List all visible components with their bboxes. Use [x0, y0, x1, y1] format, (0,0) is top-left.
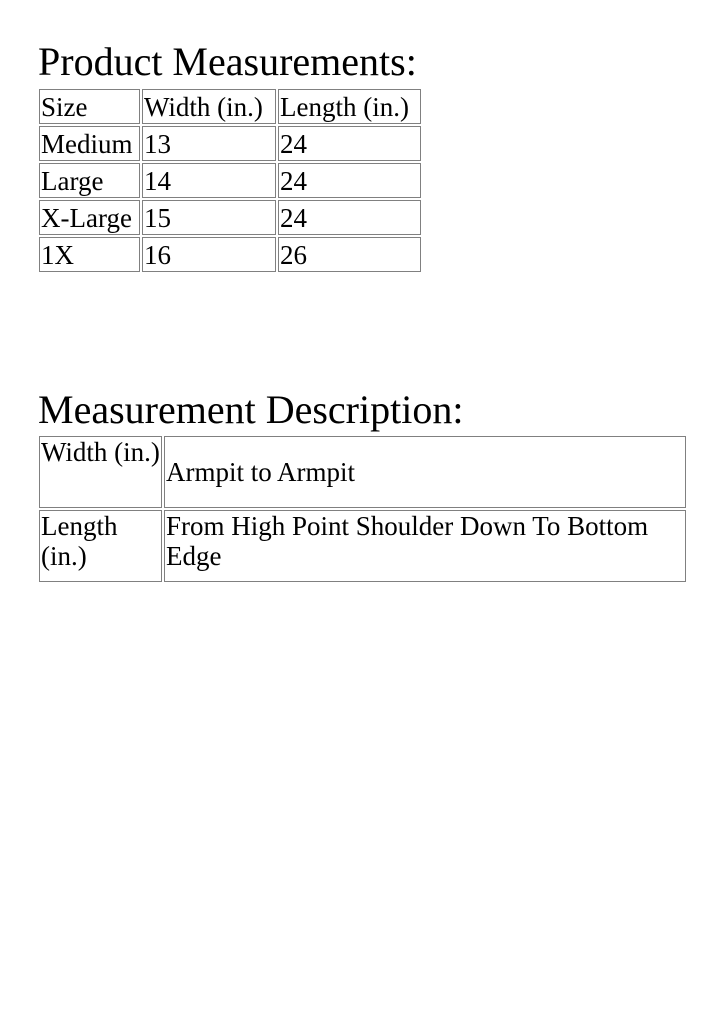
width-cell: 15: [142, 200, 276, 235]
length-cell: 24: [278, 200, 421, 235]
measurement-name-cell: Width (in.): [39, 436, 162, 508]
measurement-description-cell: From High Point Shoulder Down To Bottom Edge: [164, 510, 686, 582]
table-header-row: [39, 89, 421, 124]
size-cell: 1X: [39, 237, 140, 272]
header-length: Length (in.): [278, 89, 421, 124]
size-cell: Large: [39, 163, 140, 198]
measurement-name-cell: Length (in.): [39, 510, 162, 582]
product-measurements-title: Product Measurements:: [38, 39, 417, 84]
size-cell: Medium: [39, 126, 140, 161]
measurement-description-table: [37, 434, 688, 584]
length-cell: 24: [278, 126, 421, 161]
table-row: [39, 200, 421, 235]
table-row: [39, 126, 421, 161]
table-row: [39, 163, 421, 198]
header-size: Size: [39, 89, 140, 124]
length-cell: 26: [278, 237, 421, 272]
table-row: [39, 436, 686, 508]
width-cell: 13: [142, 126, 276, 161]
table-row: [39, 237, 421, 272]
measurement-description-title: Measurement Description:: [38, 387, 464, 432]
length-cell: 24: [278, 163, 421, 198]
header-width: Width (in.): [142, 89, 276, 124]
measurement-description-cell: Armpit to Armpit: [164, 436, 686, 508]
width-cell: 14: [142, 163, 276, 198]
width-cell: 16: [142, 237, 276, 272]
size-cell: X-Large: [39, 200, 140, 235]
size-chart-table: [37, 87, 423, 274]
table-row: [39, 510, 686, 582]
